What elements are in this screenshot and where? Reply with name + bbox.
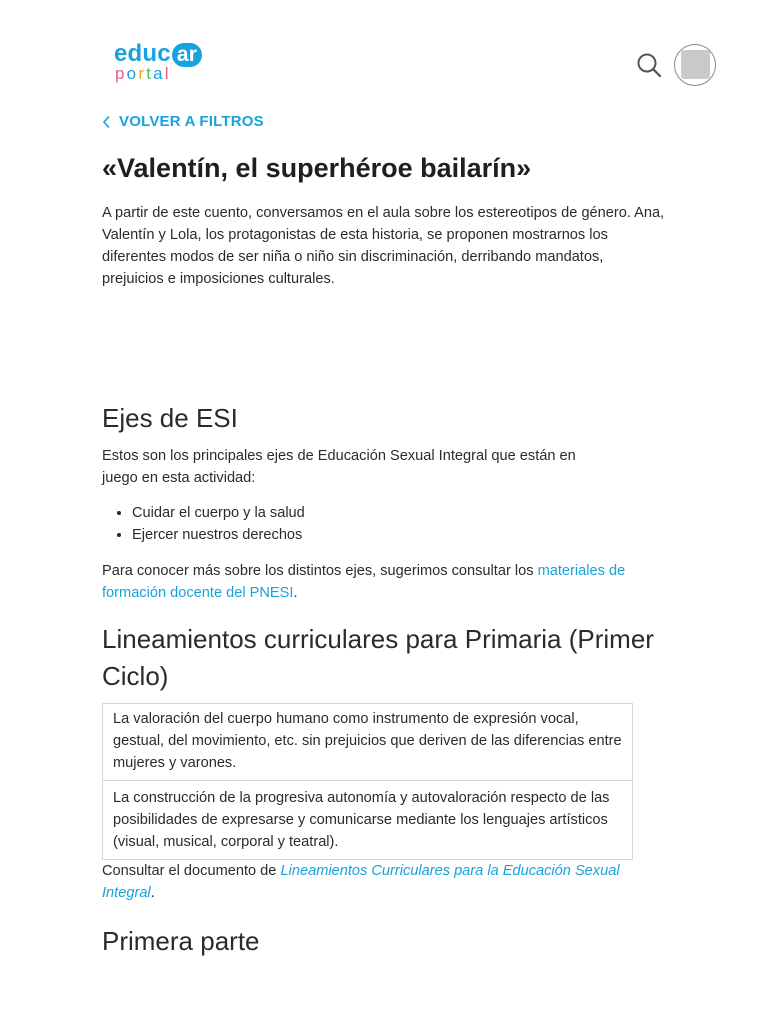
ejes-heading: Ejes de ESI bbox=[102, 403, 238, 433]
ejes-more-paragraph bbox=[102, 560, 668, 604]
list-item: • Ejercer nuestros derechos bbox=[132, 524, 668, 546]
back-link-label: VOLVER A FILTROS bbox=[119, 113, 264, 130]
primera-parte-heading: Primera parte bbox=[102, 926, 260, 956]
ejes-more-text: Para conocer más sobre los distintos ejes, sugerimos consultar los bbox=[102, 563, 538, 579]
logo-ar-badge: ar bbox=[172, 43, 202, 67]
lineamientos-document-link[interactable]: Lineamientos Curriculares para la Educación Sexual Integral bbox=[102, 863, 620, 901]
article-intro: A partir de este cuento, conversamos en el aula sobre los estereotipos de género. Ana, Valentín y Lola, los protagonistas de esta historia, se proponen mostrarnos los diferentes modos de ser niña o niño sin discriminación, derribando mandatos, prejuicios e imposiciones culturales. bbox=[102, 205, 665, 287]
site-header bbox=[0, 0, 768, 100]
lineamientos-heading: Lineamientos curriculares para Primaria (Primer Ciclo) bbox=[102, 624, 654, 691]
avatar-image bbox=[681, 50, 710, 79]
consult-end: . bbox=[150, 885, 155, 901]
logo-portal-letter: a bbox=[153, 64, 165, 83]
lineamientos-table bbox=[102, 703, 633, 860]
ejes-intro: Estos son los principales ejes de Educación Sexual Integral que están en juego en esta actividad: bbox=[102, 448, 576, 486]
logo-portal-letter: p bbox=[115, 64, 127, 83]
logo-portal-letter: r bbox=[138, 64, 147, 83]
table-row: La construcción de la progresiva autonomía y autovaloración respecto de las posibilidades de expresarse y comunicarse mediante los lenguajes artísticos (visual, musical, corporal y teatral). bbox=[103, 780, 632, 859]
user-avatar[interactable] bbox=[674, 44, 716, 86]
table-row: La valoración del cuerpo humano como instrumento de expresión vocal, gestual, del movimiento, etc. sin prejuicios que deriven de las diferencias entre mujeres y varones. bbox=[113, 711, 622, 771]
consult-paragraph bbox=[102, 860, 668, 904]
search-icon bbox=[634, 50, 664, 80]
ejes-list bbox=[102, 502, 668, 546]
educar-portal-logo[interactable] bbox=[114, 40, 214, 88]
list-item: • Cuidar el cuerpo y la salud bbox=[132, 502, 668, 524]
logo-portal-text bbox=[115, 64, 171, 84]
page-title: «Valentín, el superhéroe bailarín» bbox=[102, 153, 532, 183]
consult-text: Consultar el documento de bbox=[102, 863, 281, 879]
logo-educ-text: educ bbox=[114, 40, 171, 67]
back-to-filters-link[interactable] bbox=[102, 113, 264, 130]
chevron-left-icon bbox=[102, 115, 111, 129]
search-button[interactable] bbox=[634, 50, 664, 80]
article-content bbox=[102, 110, 668, 960]
logo-portal-letter: l bbox=[164, 64, 171, 83]
ejes-more-end: . bbox=[293, 585, 298, 601]
logo-portal-letter: o bbox=[126, 64, 139, 83]
pnesi-materials-link[interactable]: materiales de formación docente del PNESI bbox=[102, 563, 626, 601]
logo-portal-letter: t bbox=[146, 64, 154, 83]
